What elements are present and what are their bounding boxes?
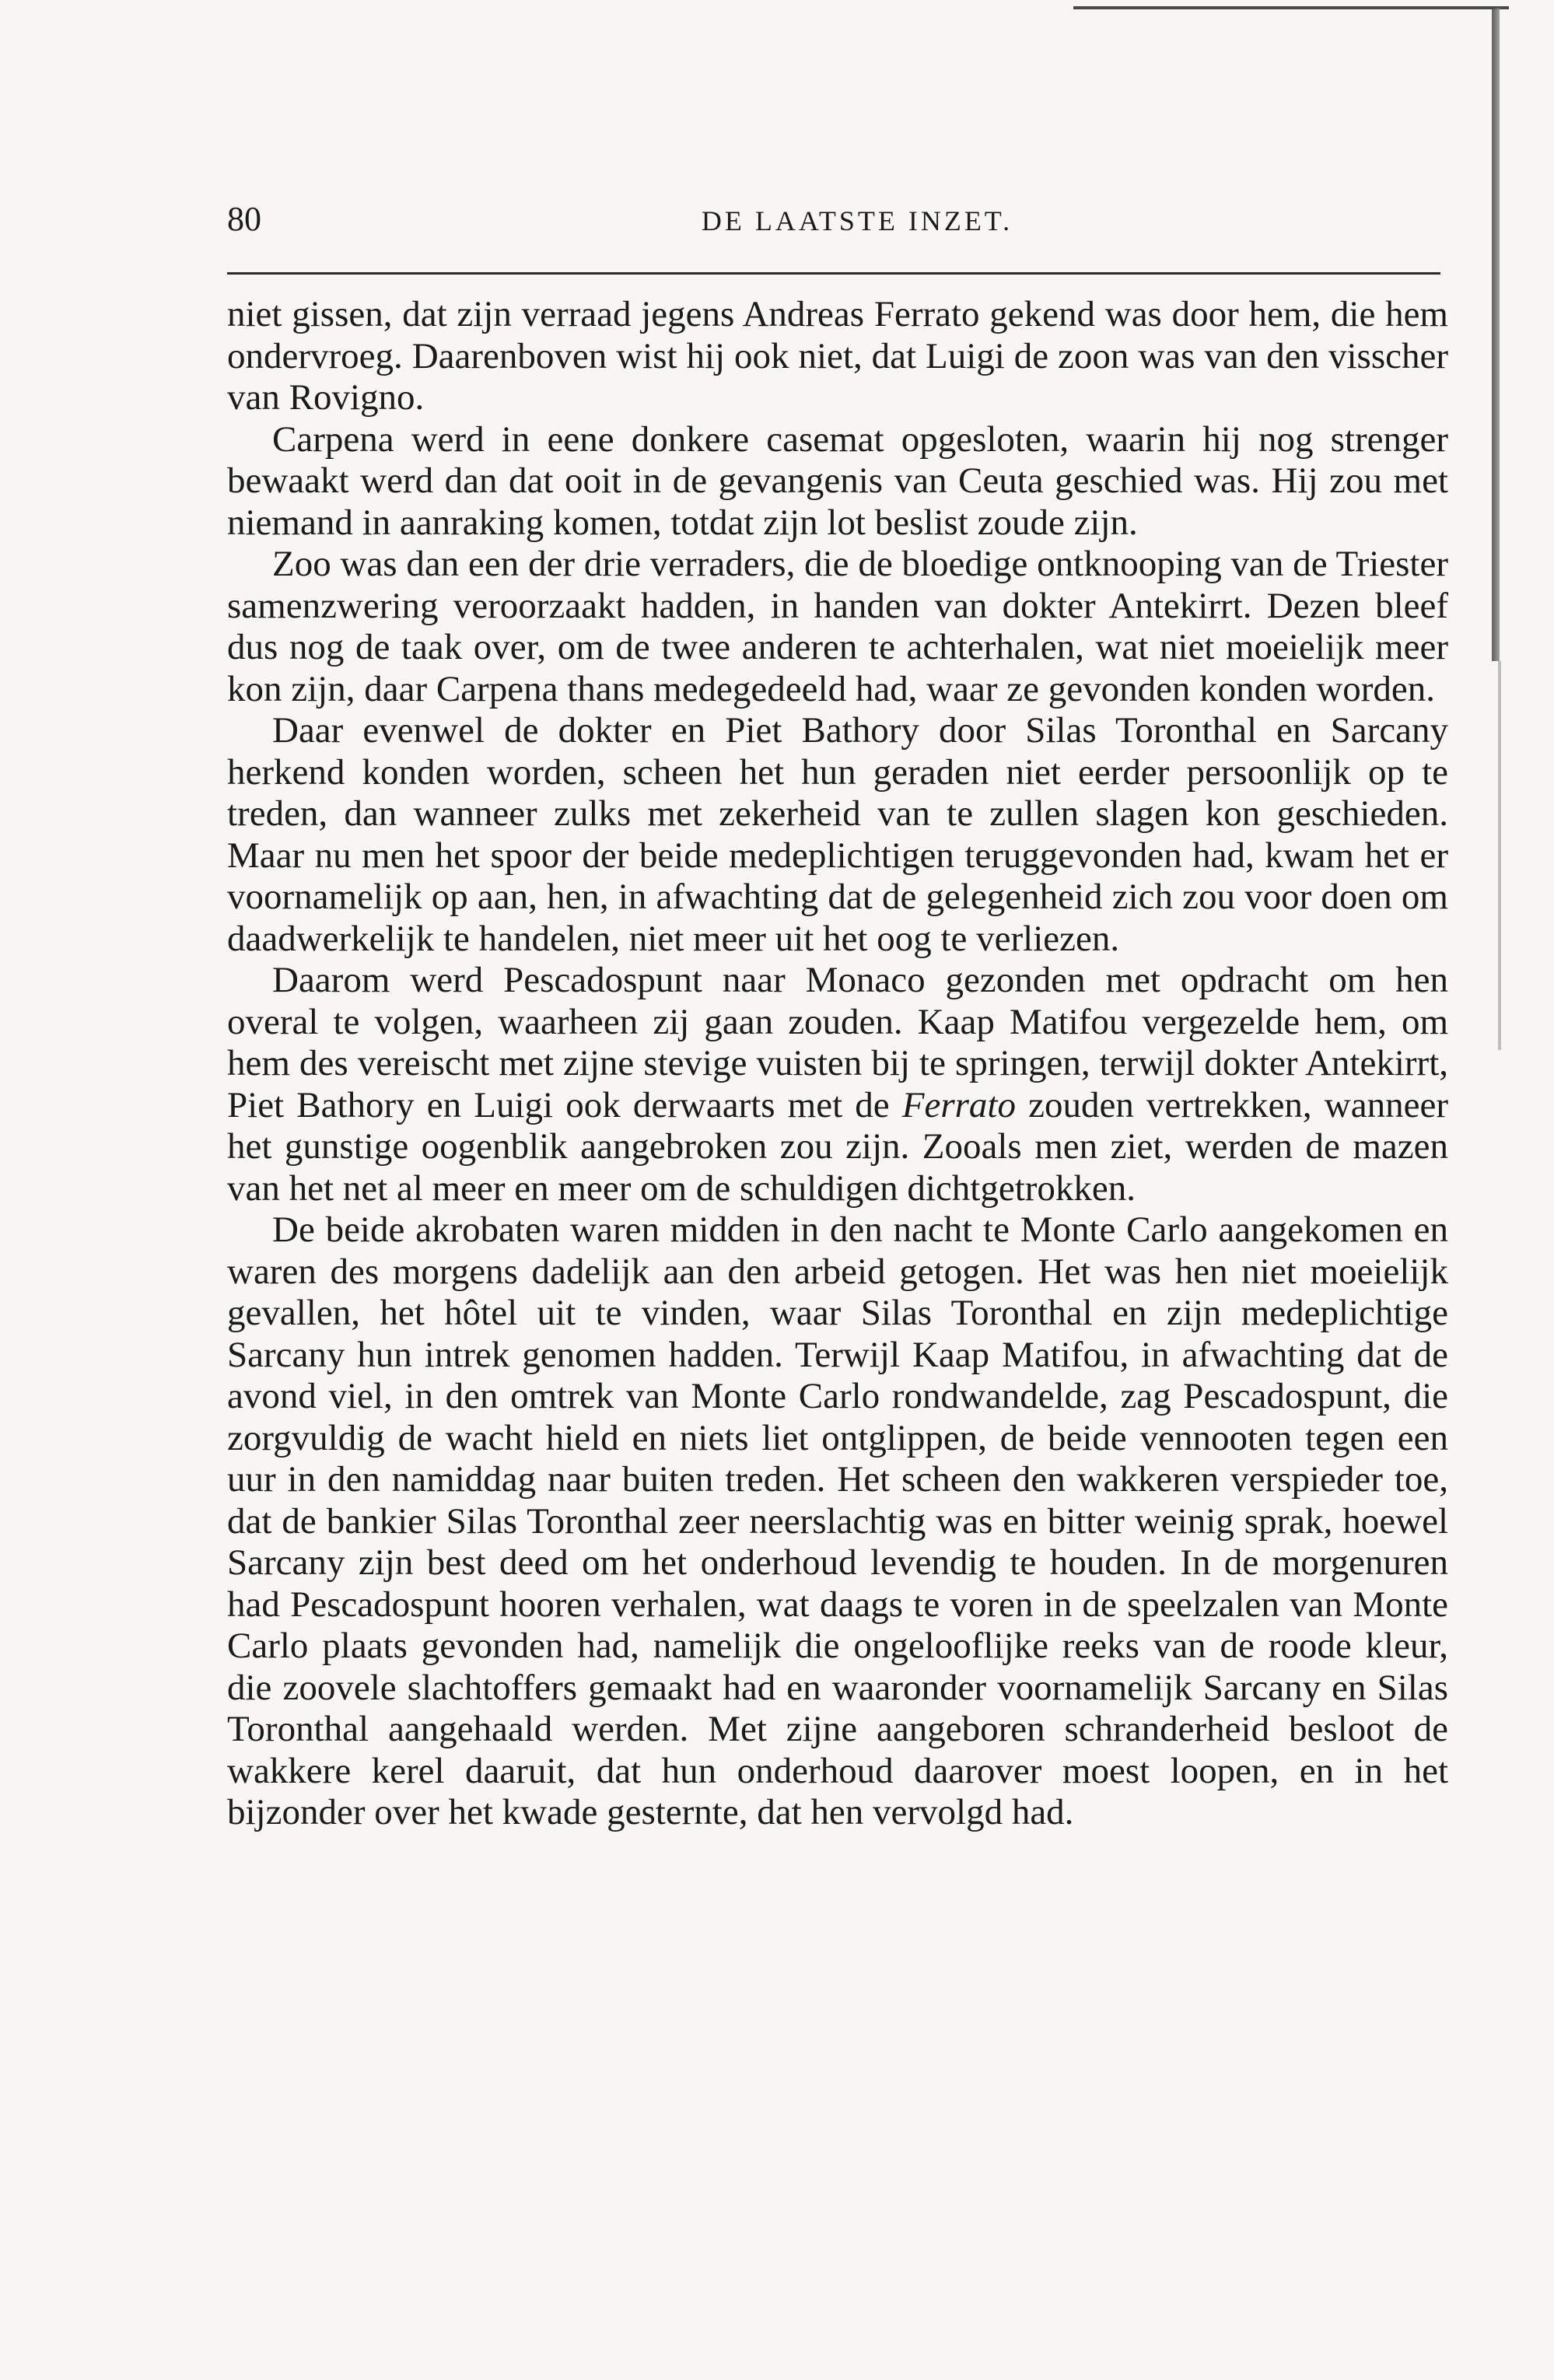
page-number: 80 — [227, 200, 261, 238]
paragraph: De beide akrobaten waren midden in den nacht te Monte Carlo aangekomen en waren des morgens dadelijk aan den arbeid getogen. Het was hen niet moeielijk gevallen, het hôtel uit te vinden, waar Silas Toronthal en zijn medeplichtige Sarcany hun intrek genomen hadden. Terwijl Kaap Matifou, in afwachting dat de avond viel, in den omtrek van Monte Carlo rondwandelde, zag Pescadospunt, die zorgvuldig de wacht hield en niets liet ontglippen, de beide vennooten tegen een uur in den namiddag naar buiten treden. Het scheen den wakkeren verspieder toe, dat de bankier Silas Toronthal zeer neerslachtig was en bitter weinig sprak, hoewel Sarcany zijn best deed om het onderhoud levendig te houden. In de morgenuren had Pescadospunt hooren verhalen, wat daags te voren in de speelzalen van Monte Carlo plaats gevonden had, namelijk die ongelooflijke reeks van de roode kleur, die zoovele slachtoffers gemaakt had en waaronder voornamelijk Sarcany en Silas Toronthal aangehaald werden. Met zijne aangeboren schranderheid besloot de wakkere kerel daaruit, dat hun onderhoud daarover moest loopen, en in het bijzonder over het kwade gesternte, dat hen vervolgd had. — [227, 1209, 1448, 1832]
paragraph: Zoo was dan een der drie verraders, die de bloedige ontknooping van de Triester samenzwering veroorzaakt hadden, in handen van dokter Antekirrt. Dezen bleef dus nog de taak over, om de twee anderen te achterhalen, wat niet moeielijk meer kon zijn, daar Carpena thans medegedeeld had, waar ze gevonden konden worden. — [227, 544, 1448, 709]
scan-edge-mark — [1073, 6, 1509, 9]
scan-edge-shadow — [1492, 8, 1500, 661]
header-rule — [227, 272, 1440, 275]
scan-edge-shadow — [1498, 661, 1501, 1050]
running-head: DE LAATSTE INZET. — [701, 205, 1013, 236]
body-text — [227, 294, 1448, 1834]
paragraph: niet gissen, dat zijn verraad jegens Andreas Ferrato gekend was door hem, die hem ondervroeg. Daarenboven wist hij ook niet, dat Luigi de zoon was van den visscher van Rovigno. — [227, 294, 1448, 418]
paragraph-text: zouden vertrekken, wanneer het gunstige oogenblik aangebroken zou zijn. Zooals men ziet, werden de mazen van het net al meer en meer om de schuldigen dichtgetrokken. — [227, 1084, 1448, 1209]
paragraph — [227, 960, 1448, 1209]
paragraph: Carpena werd in eene donkere casemat opgesloten, waarin hij nog strenger bewaakt werd dan dat ooit in de gevangenis van Ceuta geschied was. Hij zou met niemand in aanraking komen, totdat zijn lot beslist zoude zijn. — [227, 418, 1448, 543]
ship-name: Ferrato — [901, 1084, 1016, 1125]
page-header — [227, 196, 1440, 243]
paragraph-text: Daarom werd Pescadospunt naar Monaco gezonden met opdracht om hen overal te volgen, waarheen zij gaan zouden. Kaap Matifou vergezelde hem, om hem des vereischt met zijne stevige vuisten bij te springen, terwijl dokter Antekirrt, Piet Bathory en Luigi ook derwaarts met de — [227, 960, 1448, 1125]
paragraph: Daar evenwel de dokter en Piet Bathory door Silas Toronthal en Sarcany herkend konden worden, scheen het hun geraden niet eerder persoonlijk op te treden, dan wanneer zulks met zekerheid van te zullen slagen kon geschieden. Maar nu men het spoor der beide medeplichtigen teruggevonden had, kwam het er voornamelijk op aan, hen, in afwachting dat de gelegenheid zich zou voor doen om daadwerkelijk te handelen, niet meer uit het oog te verliezen. — [227, 710, 1448, 959]
